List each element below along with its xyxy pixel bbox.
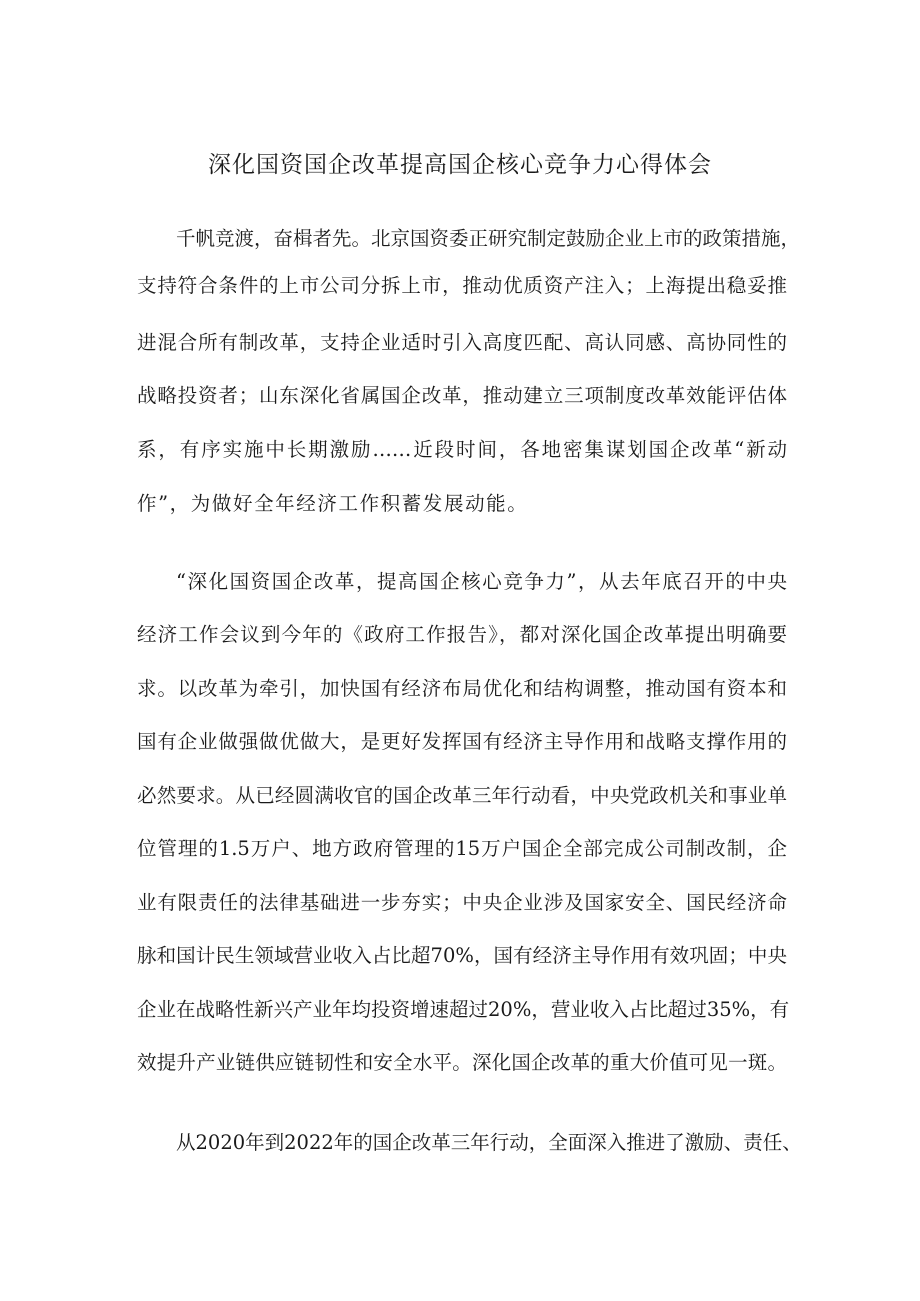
paragraph-2-line-1: “深化国资国企改革，提高国企核心竞争力”，从去年底召开的中央 [176,570,787,593]
paragraph-1-line-4: 战略投资者；山东深化省属国企改革，推动建立三项制度改革效能评估体 [137,384,787,407]
paragraph-2-line-2: 经济工作会议到今年的《政府工作报告》，都对深化国企改革提出明确要 [137,623,787,646]
paragraph-3-line-1: 从2020年到2022年的国企改革三年行动，全面深入推进了激励、责任、 [176,1131,802,1154]
paragraph-2-line-8: 脉和国计民生领域营业收入占比超70%，国有经济主导作用有效巩固；中央 [137,944,787,967]
paragraph-2-line-4: 国有企业做强做优做大，是更好发挥国有经济主导作用和战略支撑作用的 [137,730,787,753]
document-title: 深化国资国企改革提高国企核心竞争力心得体会 [208,152,712,178]
paragraph-2-line-10: 效提升产业链供应链韧性和安全水平。深化国企改革的重大价值可见一斑。 [137,1051,787,1074]
paragraph-1-line-6: 作”，为做好全年经济工作积蓄发展动能。 [137,492,529,515]
paragraph-1-line-1: 千帆竞渡，奋楫者先。北京国资委正研究制定鼓励企业上市的政策措施， [176,227,801,250]
paragraph-2-line-6: 位管理的1.5万户、地方政府管理的15万户国企全部完成公司制改制，企 [137,837,787,860]
paragraph-1-line-5: 系，有序实施中长期激励……近段时间，各地密集谋划国企改革“新动 [137,438,787,461]
paragraph-2-line-3: 求。以改革为牵引，加快国有经济布局优化和结构调整，推动国有资本和 [137,677,787,700]
paragraph-2-line-5: 必然要求。从已经圆满收官的国企改革三年行动看，中央党政机关和事业单 [137,784,787,807]
paragraph-1-line-2: 支持符合条件的上市公司分拆上市，推动优质资产注入；上海提出稳妥推 [137,274,787,297]
paragraph-2-line-9: 企业在战略性新兴产业年均投资增速超过20%，营业收入占比超过35%，有 [137,998,790,1021]
paragraph-2-line-7: 业有限责任的法律基础进一步夯实；中央企业涉及国家安全、国民经济命 [137,891,787,914]
paragraph-1-line-3: 进混合所有制改革，支持企业适时引入高度匹配、高认同感、高协同性的 [137,331,787,354]
